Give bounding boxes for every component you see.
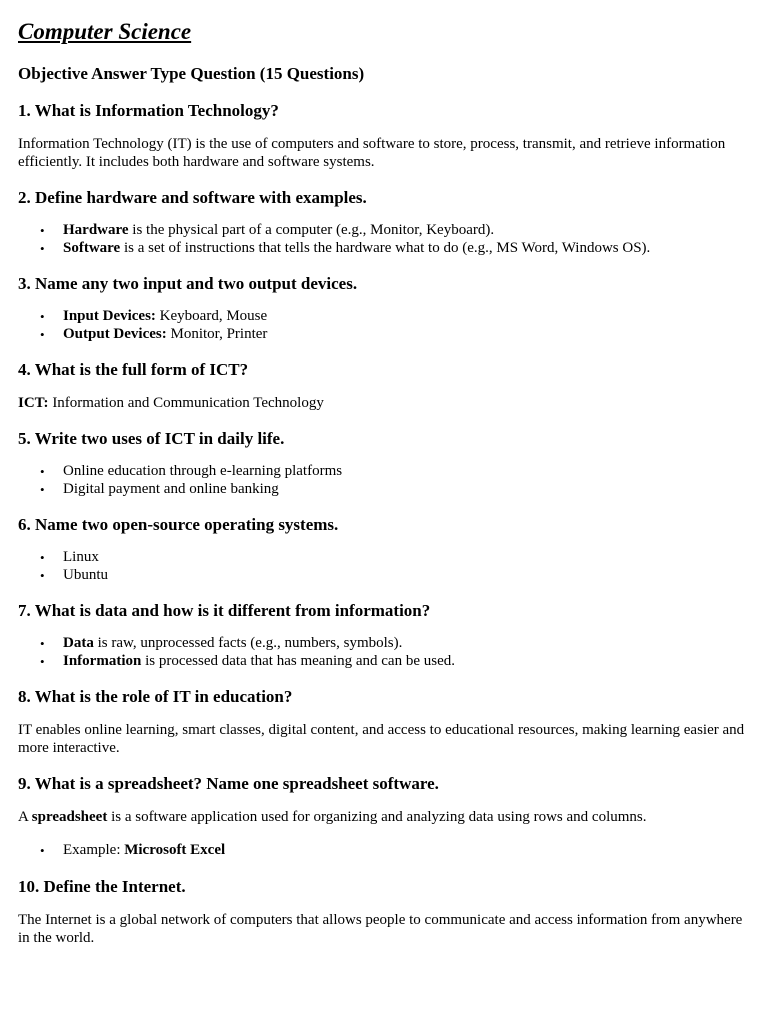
- question-heading: 5. Write two uses of ICT in daily life.: [18, 429, 285, 448]
- question-10: [18, 876, 750, 947]
- question-7: [18, 600, 750, 670]
- answer-list: [18, 308, 750, 343]
- question-heading: 9. What is a spreadsheet? Name one spreadsheet software.: [18, 774, 439, 793]
- list-item: • Information is processed data that has meaning and can be used.: [40, 652, 455, 669]
- list-item: • Ubuntu: [40, 566, 108, 583]
- bullet-icon: •: [40, 653, 45, 669]
- bullet-icon: •: [40, 223, 45, 238]
- bullet-icon: •: [40, 636, 45, 651]
- question-1: [18, 100, 750, 171]
- bullet-icon: •: [40, 550, 45, 565]
- answer-paragraph: A spreadsheet is a software application used for organizing and analyzing data using rows and columns.: [18, 809, 647, 825]
- question-3: [18, 273, 750, 343]
- answer-list: [18, 842, 750, 860]
- bullet-icon: •: [40, 464, 45, 479]
- document-title: Computer Science: [18, 19, 192, 44]
- answer-list: [18, 463, 750, 498]
- document-subtitle: Objective Answer Type Question (15 Questions): [18, 64, 365, 83]
- list-item: • Hardware is the physical part of a computer (e.g., Monitor, Keyboard).: [40, 222, 495, 238]
- list-item: • Software is a set of instructions that tells the hardware what to do (e.g., MS Word, Windows OS).: [40, 239, 651, 256]
- question-6: [18, 514, 750, 584]
- bullet-icon: •: [40, 481, 45, 497]
- list-item: • Linux: [40, 549, 99, 565]
- list-item: • Online education through e-learning platforms: [40, 463, 343, 479]
- question-heading: 4. What is the full form of ICT?: [18, 360, 249, 379]
- question-heading: 7. What is data and how is it different from information?: [18, 601, 431, 620]
- answer-paragraph: Information Technology (IT) is the use of computers and software to store, process, transmit, and retrieve information efficiently. It includes both hardware and software systems.: [18, 136, 726, 170]
- answer-paragraph: ICT: Information and Communication Technology: [18, 395, 324, 411]
- question-heading: 6. Name two open-source operating systems.: [18, 515, 339, 534]
- answer-list: [18, 549, 750, 584]
- bullet-icon: •: [40, 309, 45, 324]
- question-heading: 1. What is Information Technology?: [18, 101, 279, 120]
- list-item: • Output Devices: Monitor, Printer: [40, 325, 268, 342]
- list-item: • Example: Microsoft Excel: [40, 842, 226, 858]
- question-8: [18, 686, 750, 757]
- question-heading: 10. Define the Internet.: [18, 876, 186, 896]
- question-2: [18, 187, 750, 257]
- list-item: • Data is raw, unprocessed facts (e.g., numbers, symbols).: [40, 635, 403, 651]
- question-4: [18, 359, 750, 412]
- question-heading: 3. Name any two input and two output devices.: [18, 274, 358, 293]
- bullet-icon: •: [40, 567, 45, 583]
- list-item: • Input Devices: Keyboard, Mouse: [40, 308, 268, 324]
- bullet-icon: •: [40, 326, 45, 342]
- answer-paragraph: The Internet is a global network of computers that allows people to communicate and access information from anywhere in the world.: [18, 911, 743, 946]
- question-9: [18, 773, 750, 860]
- list-item: • Digital payment and online banking: [40, 480, 279, 497]
- question-heading: 2. Define hardware and software with examples.: [18, 188, 367, 207]
- answer-list: [18, 635, 750, 670]
- answer-paragraph: IT enables online learning, smart classes, digital content, and access to educational resources, making learning easier and more interactive.: [18, 722, 745, 756]
- question-5: [18, 428, 750, 498]
- answer-list: [18, 222, 750, 257]
- bullet-icon: •: [40, 843, 45, 858]
- bullet-icon: •: [40, 240, 45, 256]
- question-heading: 8. What is the role of IT in education?: [18, 687, 293, 706]
